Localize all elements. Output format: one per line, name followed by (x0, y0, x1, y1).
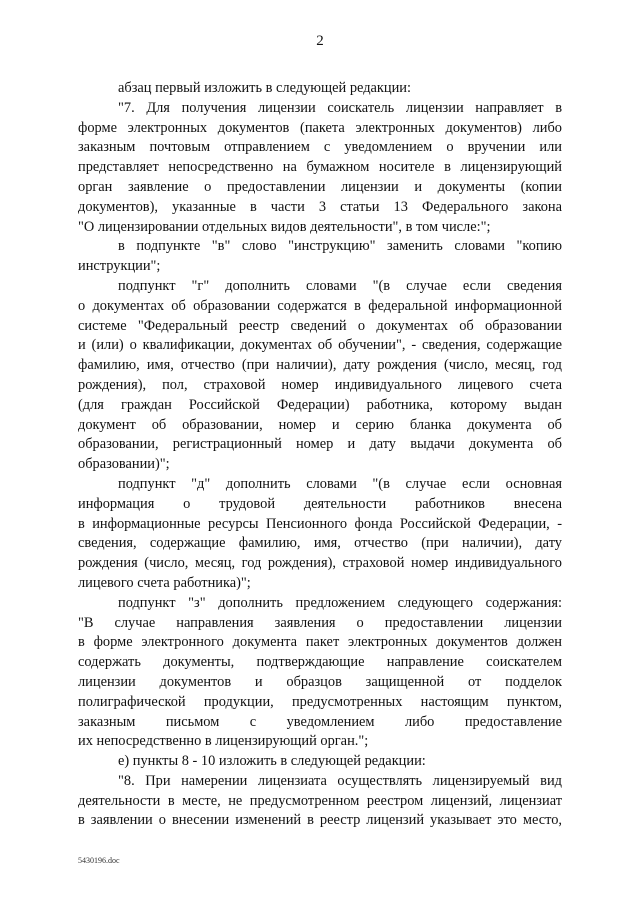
text-line: содержать документы, подтверждающие направление соискателем (78, 654, 562, 671)
page-number: 2 (316, 33, 324, 49)
text-line: полиграфической продукции, предусмотренных настоящим пунктом, (78, 693, 562, 710)
text-line: е) пункты 8 - 10 изложить в следующей редакции: (118, 753, 426, 770)
text-line: фамилию, имя, отчество (при наличии), дату рождения (число, месяц, год (78, 357, 562, 374)
text-line: "О лицензировании отдельных видов деятельности", в том числе:"; (78, 218, 491, 235)
text-line: о документах об образовании содержатся в федеральной информационной (78, 297, 562, 314)
text-line: и (или) о квалификации, документах об обучении", - сведения, содержащие (78, 337, 562, 354)
text-line: орган заявление о предоставлении лицензии и документы (копии (78, 178, 562, 195)
text-line: подпункт "з" дополнить предложением следующего содержания: (118, 594, 562, 611)
text-line: подпункт "д" дополнить словами "(в случае если основная (118, 475, 562, 492)
text-line: в заявлении о внесении изменений в реестр лицензий указывает это место, (78, 812, 562, 829)
text-line: документ об образовании, номер и серию бланка документа об (78, 416, 562, 433)
text-line: в форме электронного документа пакет электронных документов должен (78, 634, 562, 651)
text-line: лицевого счета работника)"; (78, 574, 251, 591)
file-name-footer: 5430196.doc (78, 856, 120, 865)
text-line: рождения), пол, страховой номер индивидуального лицевого счета (78, 376, 562, 393)
text-line: инструкции"; (78, 258, 161, 275)
text-line: образовании, регистрационный номер и дату выдачи документа об (78, 436, 562, 453)
text-line: представляет непосредственно на бумажном носителе в лицензирующий (78, 159, 562, 176)
text-line: документов), указанные в части 3 статьи 13 Федерального закона (78, 198, 562, 215)
text-line: образовании)"; (78, 456, 170, 473)
text-line: в информационные ресурсы Пенсионного фонда Российской Федерации, - (78, 515, 562, 532)
text-line: форме электронных документов (пакета электронных документов) либо (78, 119, 562, 136)
text-line: деятельности в месте, не предусмотренном реестром лицензий, лицензиат (78, 792, 562, 809)
text-line: "В случае направления заявления о предоставлении лицензии (78, 614, 562, 631)
text-line: заказным почтовым отправлением с уведомлением о вручении или (78, 139, 562, 156)
text-line: "7. Для получения лицензии соискатель лицензии направляет в (118, 99, 562, 116)
text-line: их непосредственно в лицензирующий орган."; (78, 733, 369, 750)
text-line: заказным письмом с уведомлением либо предоставление (78, 713, 562, 730)
text-line: "8. При намерении лицензиата осуществлять лицензируемый вид (118, 772, 562, 789)
text-line: подпункт "г" дополнить словами "(в случае если сведения (118, 277, 562, 294)
text-line: (для граждан Российской Федерации) работника, которому выдан (78, 396, 562, 413)
document-body (78, 79, 562, 831)
text-line: в подпункте "в" слово "инструкцию" заменить словами "копию (118, 238, 562, 255)
text-line: лицензии документов и образцов защищенной от подделок (78, 673, 562, 690)
text-line: рождения (число, месяц, год рождения), страховой номер индивидуального (78, 555, 562, 572)
text-line: системе "Федеральный реестр сведений о документах об образовании (78, 317, 562, 334)
text-line: абзац первый изложить в следующей редакции: (118, 80, 412, 96)
text-line: информация о трудовой деятельности работников внесена (78, 495, 562, 512)
text-line: сведения, содержащие фамилию, имя, отчество (при наличии), дату (78, 535, 562, 552)
